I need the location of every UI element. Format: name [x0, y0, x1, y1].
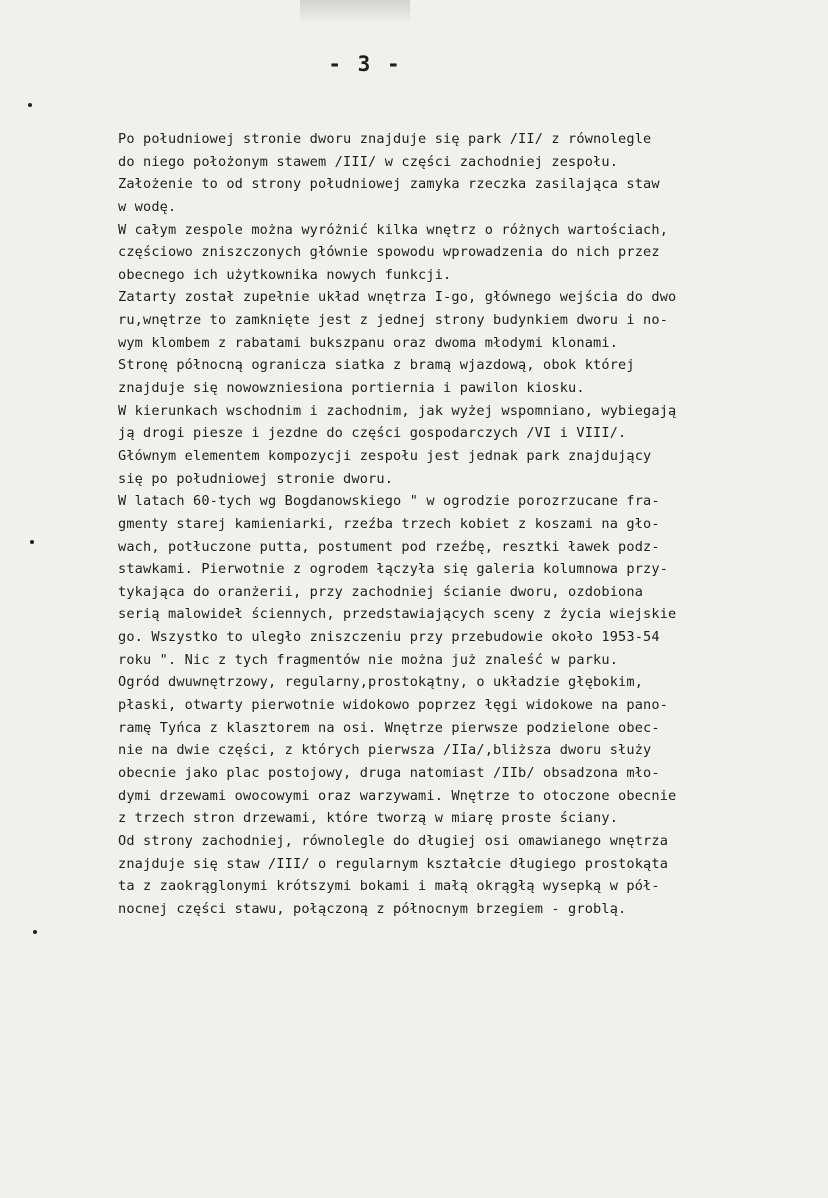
margin-dot: [33, 930, 37, 934]
text-line: się po południowej stronie dworu.: [118, 470, 394, 487]
text-line: ją drogi piesze i jezdne do części gospodarczych /VI i VIII/.: [118, 425, 627, 442]
text-line: częściowo zniszczonych głównie spowodu wprowadzenia do nich przez: [118, 244, 660, 261]
text-line: wym klombem z rabatami bukszpanu oraz dwoma młodymi klonami.: [118, 334, 619, 351]
text-line: Zatarty został zupełnie układ wnętrza I-go, głównego wejścia do dwo: [118, 289, 677, 306]
text-line: Założenie to od strony południowej zamyka rzeczka zasilająca staw: [118, 176, 660, 193]
text-line: stawkami. Pierwotnie z ogrodem łączyła się galeria kolumnowa przy-: [118, 561, 669, 578]
text-line: do niego położonym stawem /III/ w części zachodniej zespołu.: [118, 153, 619, 170]
text-line: go. Wszystko to uległo zniszczeniu przy przebudowie około 1953-54: [118, 629, 660, 646]
page-number: - 3 -: [328, 52, 402, 76]
text-line: gmenty starej kamieniarki, rzeźba trzech kobiet z koszami na gło-: [118, 515, 660, 532]
text-line: Głównym elementem kompozycji zespołu jest jednak park znajdujący: [118, 447, 652, 464]
text-line: płaski, otwarty pierwotnie widokowo poprzez łęgi widokowe na pano-: [118, 697, 669, 714]
top-smudge: [300, 0, 410, 24]
text-line: obecnego ich użytkownika nowych funkcji.: [118, 266, 452, 283]
text-line: W latach 60-tych wg Bogdanowskiego " w ogrodzie porozrzucane fra-: [118, 493, 660, 510]
text-line: W całym zespole można wyróżnić kilka wnętrz o różnych wartościach,: [118, 221, 669, 238]
body-text: [118, 128, 798, 920]
text-line: nie na dwie części, z których pierwsza /IIa/,bliższa dworu służy: [118, 742, 652, 759]
text-line: nocnej części stawu, połączoną z północnym brzegiem - groblą.: [118, 900, 627, 917]
text-line: Po południowej stronie dworu znajduje się park /II/ z równolegle: [118, 131, 652, 147]
text-line: Ogród dwuwnętrzowy, regularny,prostokątny, o układzie głębokim,: [118, 674, 644, 691]
text-line: dymi drzewami owocowymi oraz warzywami. Wnętrze to otoczone obecnie: [118, 787, 677, 804]
text-line: Od strony zachodniej, równolegle do długiej osi omawianego wnętrza: [118, 832, 669, 849]
text-line: obecnie jako plac postojowy, druga natomiast /IIb/ obsadzona mło-: [118, 764, 660, 781]
margin-dot: [28, 103, 32, 107]
text-line: Stronę północną ogranicza siatka z bramą wjazdową, obok której: [118, 357, 635, 374]
text-line: w wodę.: [118, 198, 177, 215]
text-line: znajduje się staw /III/ o regularnym kształcie długiego prostokąta: [118, 855, 669, 872]
text-line: ru,wnętrze to zamknięte jest z jednej strony budynkiem dworu i no-: [118, 312, 669, 329]
text-line: ta z zaokrąglonymi krótszymi bokami i małą okrągłą wysepką w pół-: [118, 878, 660, 895]
text-line: znajduje się nowowzniesiona portiernia i pawilon kiosku.: [118, 380, 585, 397]
text-line: ramę Tyńca z klasztorem na osi. Wnętrze pierwsze podzielone obec-: [118, 719, 660, 736]
text-line: roku ". Nic z tych fragmentów nie można już znaleść w parku.: [118, 651, 619, 668]
text-line: z trzech stron drzewami, które tworzą w miarę proste ściany.: [118, 810, 619, 827]
text-line: serią malowideł ściennych, przedstawiających sceny z życia wiejskie: [118, 606, 677, 623]
margin-dot: [30, 540, 34, 544]
text-line: tykająca do oranżerii, przy zachodniej ścianie dworu, ozdobiona: [118, 583, 644, 600]
text-line: W kierunkach wschodnim i zachodnim, jak wyżej wspomniano, wybiegają: [118, 402, 677, 419]
text-line: wach, potłuczone putta, postument pod rzeźbę, resztki ławek podz-: [118, 538, 660, 555]
